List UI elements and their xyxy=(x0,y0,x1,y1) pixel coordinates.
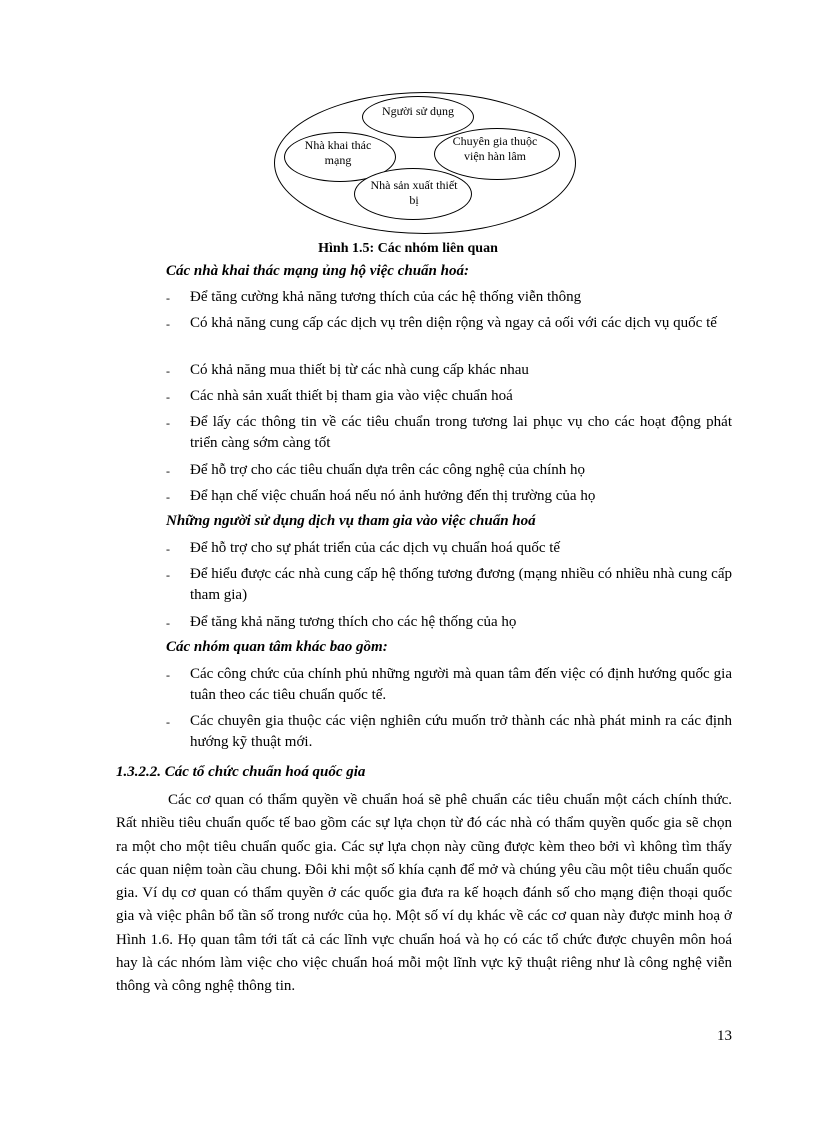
section-heading-operators: Các nhà khai thác mạng ủng hộ việc chuẩn hoá: xyxy=(166,263,469,279)
list-item: Để hỗ trợ cho các tiêu chuẩn dựa trên các công nghệ của chính họ xyxy=(190,462,586,478)
figure-caption: Hình 1.5: Các nhóm liên quan xyxy=(318,241,498,256)
list-item: Để lấy các thông tin về các tiêu chuẩn trong tương lai phục vụ cho các hoạt động phát triển càng sớm càng tốt xyxy=(190,414,732,451)
bullet-dash: - xyxy=(166,568,170,582)
section-title: 1.3.2.2. Các tổ chức chuẩn hoá quốc gia xyxy=(116,764,366,780)
list-item: Để hiểu được các nhà cung cấp hệ thống tương đương (mạng nhiều có nhiều nhà cung cấp tham gia) xyxy=(190,566,732,603)
list-item: Có khả năng cung cấp các dịch vụ trên diện rộng và ngay cả oối với các dịch vụ quốc tế xyxy=(190,315,717,331)
bullet-dash: - xyxy=(166,715,170,729)
bullet-dash: - xyxy=(166,616,170,630)
user-label: Người sử dụng xyxy=(381,104,455,118)
bullet-dash: - xyxy=(166,390,170,404)
bullet-dash: - xyxy=(166,416,170,430)
list-item: Các công chức của chính phủ những người mà quan tâm đến việc có định hướng quốc gia tuân theo các tiêu chuẩn quốc tế. xyxy=(190,666,732,703)
list-item: Các nhà sản xuất thiết bị tham gia vào việc chuẩn hoá xyxy=(190,388,513,404)
page-number: 13 xyxy=(717,1028,732,1044)
section-heading-others: Các nhóm quan tâm khác bao gồm: xyxy=(166,639,388,655)
list-item: Để tăng cường khả năng tương thích của các hệ thống viễn thông xyxy=(190,289,582,305)
bullet-dash: - xyxy=(166,668,170,682)
bullet-dash: - xyxy=(166,291,170,305)
bullet-dash: - xyxy=(166,490,170,504)
bullet-dash: - xyxy=(166,317,170,331)
equipment-maker-label: Nhà sản xuất thiết bị xyxy=(370,178,458,207)
bullet-dash: - xyxy=(166,542,170,556)
section-heading-users: Những người sử dụng dịch vụ tham gia vào việc chuẩn hoá xyxy=(166,513,536,529)
list-item: Để tăng khả năng tương thích cho các hệ thống của họ xyxy=(190,614,517,630)
list-item: Có khả năng mua thiết bị từ các nhà cung cấp khác nhau xyxy=(190,362,529,378)
network-operator-label: Nhà khai thác mạng xyxy=(304,138,372,167)
list-item: Để hạn chế việc chuẩn hoá nếu nó ảnh hưởng đến thị trường của họ xyxy=(190,488,596,504)
academic-expert-label: Chuyên gia thuộc viện hàn lâm xyxy=(452,134,538,163)
list-item: Để hỗ trợ cho sự phát triển của các dịch vụ chuẩn hoá quốc tế xyxy=(190,540,561,556)
stakeholder-diagram xyxy=(274,92,576,234)
body-paragraph: Các cơ quan có thẩm quyền về chuẩn hoá sẽ phê chuẩn các tiêu chuẩn một cách chính thức. Rất nhiều tiêu chuẩn quốc tế bao gồm các sự lựa chọn từ đó các nhà có thẩm quyền quốc gia sẽ chọn ra một cho một tiêu chuẩn quốc gia. Các sự lựa chọn này cũng được kèm theo bởi vì không tìm thấy các quan niệm toàn cầu chung. Đôi khi một số khía cạnh để mở và chúng yêu cầu một tiêu chuẩn quốc gia. Ví dụ cơ quan có thẩm quyền ở các quốc gia đưa ra kế hoạch đánh số cho mạng điện thoại quốc gia và việc phân bổ tần số trong nước của họ. Một số ví dụ khác về các cơ quan này được minh hoạ ở Hình 1.6. Họ quan tâm tới tất cả các lĩnh vực chuẩn hoá và họ có các tổ chức được chuyên môn hoá hay là các nhóm làm việc cho việc chuẩn hoá mỗi một lĩnh vực kỹ thuật riêng như là công nghệ viễn thông và công nghệ thông tin. xyxy=(116,792,732,995)
bullet-dash: - xyxy=(166,364,170,378)
bullet-dash: - xyxy=(166,464,170,478)
list-item: Các chuyên gia thuộc các viện nghiên cứu muốn trở thành các nhà phát minh ra các định hướng kỹ thuật mới. xyxy=(190,713,732,750)
